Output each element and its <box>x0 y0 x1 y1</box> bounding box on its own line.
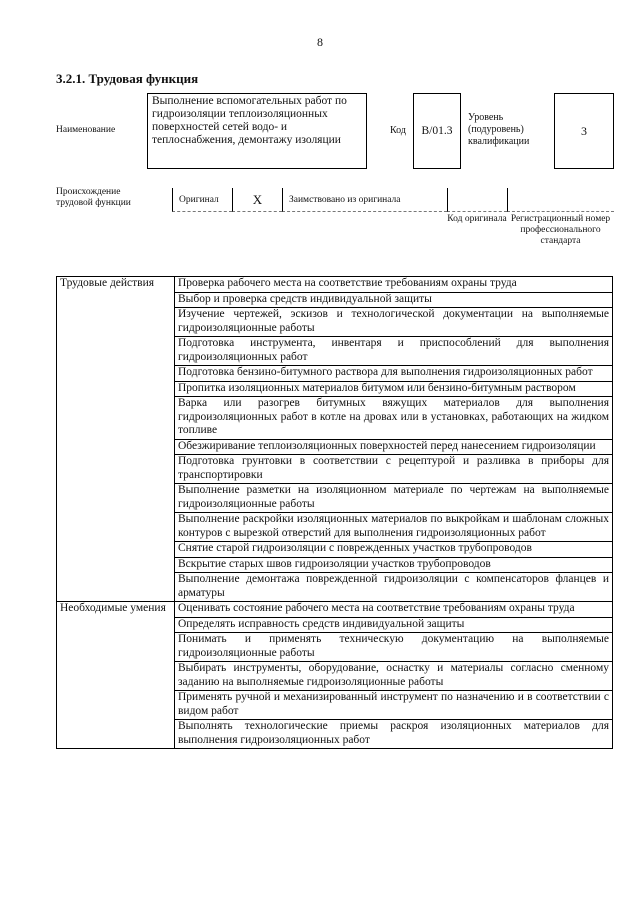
labor-action-item: Подготовка грунтовки в соответствии с рецептурой и разливка в приборы для транспортировки <box>175 455 613 484</box>
name-label: Наименование <box>56 125 116 135</box>
reg-number-cell <box>507 188 614 212</box>
origin-borrowed-label: Заимствовано из оригинала <box>289 194 401 205</box>
origin-mark: X <box>252 191 263 207</box>
labor-action-item: Проверка рабочего места на соответствие требованиям охраны труда <box>175 277 613 293</box>
level-label: Уровень (подуровень) квалификации <box>468 112 530 147</box>
skill-item: Выбирать инструменты, оборудование, оснастку и материалы согласно сменному заданию на выполняемые гидроизоляционные работы <box>175 662 613 691</box>
skill-item: Определять исправность средств индивидуальной защиты <box>175 617 613 633</box>
origin-label: Происхождение трудовой функции <box>56 187 131 208</box>
code-box <box>413 93 461 169</box>
labor-action-label: Трудовые действия <box>57 277 175 602</box>
origin-mark-cell <box>232 188 282 212</box>
labor-action-item: Обезжиривание теплоизоляционных поверхностей перед нанесением гидроизоляции <box>175 439 613 455</box>
page-number: 8 <box>317 35 323 49</box>
skill-item: Понимать и применять техническую документацию на выполняемые гидроизоляционные работы <box>175 633 613 662</box>
function-details-table <box>56 276 613 749</box>
origin-original-cell <box>172 188 232 212</box>
section-title: 3.2.1. Трудовая функция <box>56 71 199 86</box>
labor-action-item: Подготовка бензино-битумного раствора для выполнения гидроизоляционных работ <box>175 366 613 382</box>
origin-row <box>172 188 614 212</box>
function-name-box <box>147 93 367 169</box>
code-value: В/01.3 <box>421 125 453 137</box>
reg-number-caption: Регистрационный номер профессионального стандарта <box>510 214 611 246</box>
labor-action-item: Подготовка инструмента, инвентаря и приспособлений для выполнения гидроизоляционных работ <box>175 337 613 366</box>
labor-action-item: Выполнение демонтажа поврежденной гидроизоляции с компенсаторов фланцев и арматуры <box>175 573 613 602</box>
level-box <box>554 93 614 169</box>
skill-item: Оценивать состояние рабочего места на соответствие требованиям охраны труда <box>175 602 613 618</box>
level-value: 3 <box>581 123 587 138</box>
function-name: Выполнение вспомогательных работ по гидроизоляции теплоизоляционных поверхностей сетей водо- и теплоснабжения, демонтажу изоляции <box>152 95 347 146</box>
labor-action-item: Варка или разогрев битумных вяжущих материалов для выполнения гидроизоляционных работ в котле на дровах или в установках, работающих на жидком топливе <box>175 397 613 440</box>
labor-action-item: Выполнение разметки на изоляционном материале по чертежам на выполняемые гидроизоляционные работы <box>175 484 613 513</box>
labor-action-item: Снятие старой гидроизоляции с поврежденных участков трубопроводов <box>175 542 613 558</box>
function-details-body <box>57 277 613 749</box>
labor-action-row <box>57 277 613 293</box>
skill-row <box>57 602 613 618</box>
skill-item: Применять ручной и механизированный инструмент по назначению и в соответствии с видом работ <box>175 691 613 720</box>
origin-borrowed-cell <box>282 188 447 212</box>
origin-original-label: Оригинал <box>179 194 219 205</box>
origin-code-cell <box>447 188 507 212</box>
labor-action-item: Изучение чертежей, эскизов и технологической документации на выполняемые гидроизоляционные работы <box>175 308 613 337</box>
labor-action-item: Выполнение раскройки изоляционных материалов по выкройкам и шаблонам сложных контуров с вырезкой отверстий для выполнения гидроизоляционных работ <box>175 513 613 542</box>
code-label: Код <box>390 125 406 136</box>
skill-item: Выполнять технологические приемы раскроя изоляционных материалов для выполнения гидроизоляционных работ <box>175 720 613 749</box>
labor-action-item: Пропитка изоляционных материалов битумом или бензино-битумным раствором <box>175 381 613 397</box>
labor-action-item: Вскрытие старых швов гидроизоляции участков трубопроводов <box>175 557 613 573</box>
labor-action-item: Выбор и проверка средств индивидуальной защиты <box>175 292 613 308</box>
origin-code-caption: Код оригинала <box>447 214 507 224</box>
skill-label: Необходимые умения <box>57 602 175 749</box>
